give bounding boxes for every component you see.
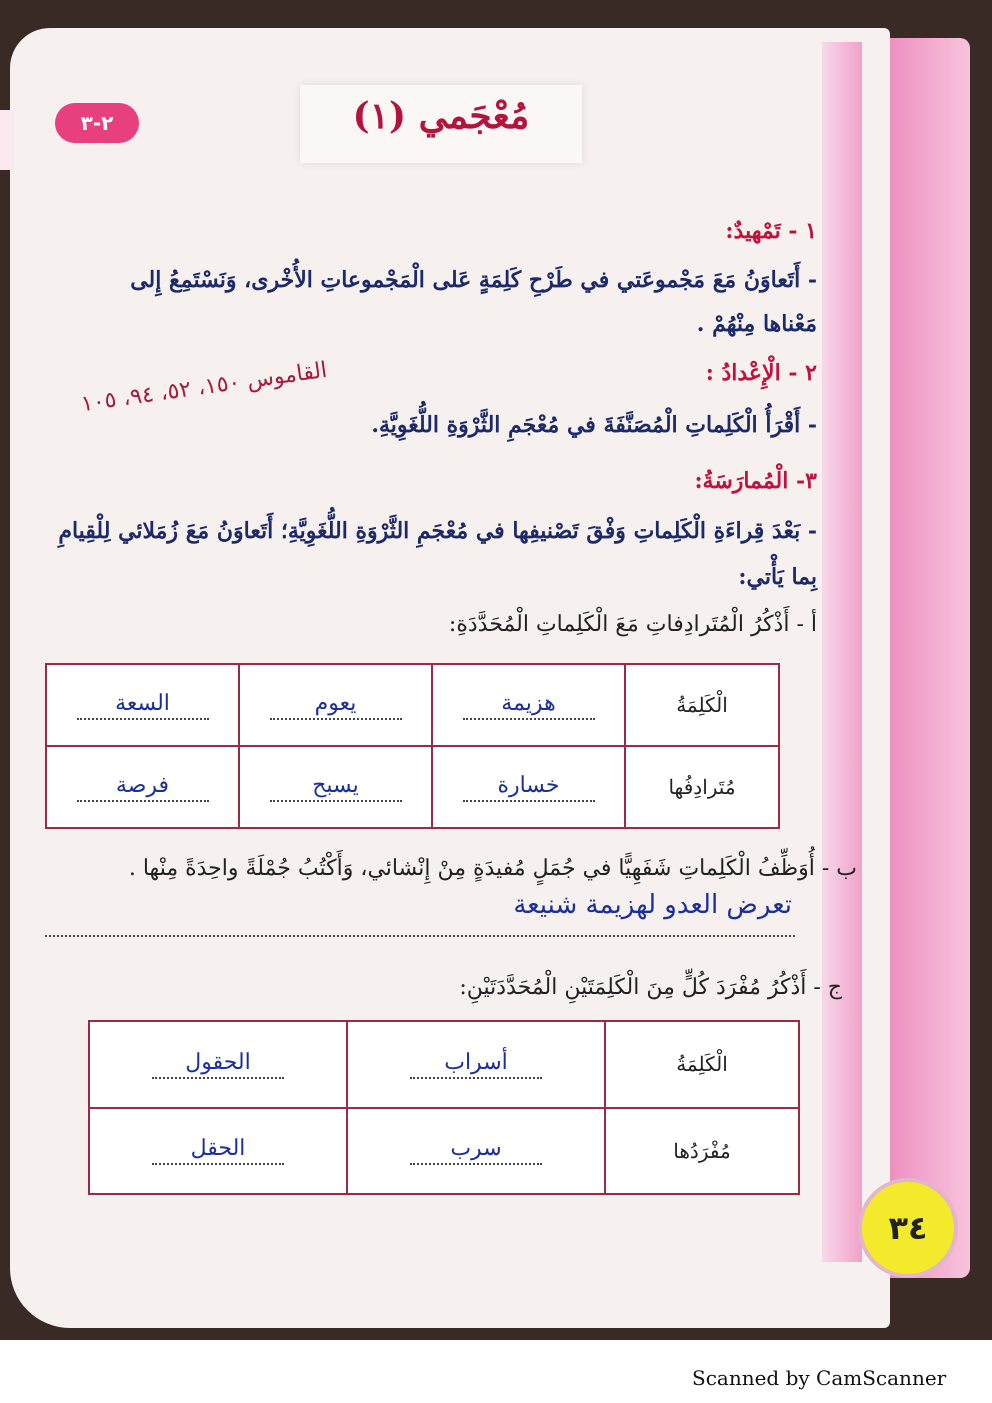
section-3-text: - بَعْدَ قِراءَةِ الْكَلِماتِ وَفْقَ تَصْنيفِها في مُعْجَمِ الثَّرْوَةِ اللُّغَوِيَّةِ؛ أَتَعاوَنُ مَعَ زُمَلائي لِلْقِيامِ بِما يَأْتي: bbox=[58, 518, 817, 590]
section-1-text: - أَتَعاوَنُ مَعَ مَجْموعَتي في طَرْحِ كَلِمَةٍ عَلى الْمَجْموعاتِ الأُخْرى، وَنَسْتَمِعُ إِلى مَعْناها مِنْهُمْ . bbox=[130, 267, 817, 337]
table1-cell: السعة bbox=[77, 691, 209, 720]
table1-cell: يعوم bbox=[270, 691, 402, 720]
section-2-heading: ٢ - الْإِعْدادُ : bbox=[705, 360, 817, 386]
table2-row1-label: الْكَلِمَةُ bbox=[605, 1021, 799, 1108]
table1-cell: هزيمة bbox=[463, 691, 595, 720]
section-2-text: - أَقْرَأُ الْكَلِماتِ الْمُصَنَّفَةَ في مُعْجَمِ الثَّرْوَةِ اللُّغَوِيَّةِ. bbox=[371, 412, 817, 438]
table2-cell: الحقل bbox=[152, 1136, 284, 1165]
table1-row2-label: مُتَرادِفُها bbox=[625, 746, 779, 828]
part-a-text: أ - أَذْكُرُ الْمُتَرادِفاتِ مَعَ الْكَلِماتِ الْمُحَدَّدَةِ: bbox=[448, 612, 817, 637]
part-c-text: ج - أَذْكُرُ مُفْرَدَ كُلٍّ مِنَ الْكَلِمَتَيْنِ الْمُحَدَّدَتَيْنِ: bbox=[459, 975, 842, 1000]
section-1-heading: ١ - تَمْهيدٌ: bbox=[725, 218, 817, 244]
part-b-answer: تعرض العدو لهزيمة شنيعة bbox=[513, 890, 792, 920]
answer-dotted-line bbox=[45, 935, 795, 937]
table1-cell: يسبح bbox=[270, 773, 402, 802]
page-title: مُعْجَمي (١) bbox=[352, 95, 530, 137]
singular-table bbox=[88, 1020, 800, 1195]
synonyms-table bbox=[45, 663, 780, 829]
table1-cell: خسارة bbox=[463, 773, 595, 802]
part-b-text: ب - أُوَظِّفُ الْكَلِماتِ شَفَهِيًّا في جُمَلٍ مُفيدَةٍ مِنْ إِنْشائي، وَأَكْتُبُ جُمْلَةً واحِدَةً مِنْها . bbox=[128, 856, 857, 881]
table2-cell: أسراب bbox=[410, 1050, 542, 1079]
table1-cell: فرصة bbox=[77, 773, 209, 802]
page-inner-edge bbox=[822, 42, 862, 1262]
handwritten-note: القاموس ١٥٠، ٥٢، ٩٤، ١٠٥ bbox=[79, 357, 329, 418]
lesson-badge: ٢-٣ bbox=[55, 103, 139, 143]
left-page-edge bbox=[0, 110, 14, 170]
table2-cell: الحقول bbox=[152, 1050, 284, 1079]
table2-cell: سرب bbox=[410, 1136, 542, 1165]
page-number-badge: ٣٤ bbox=[858, 1178, 958, 1278]
table2-row2-label: مُفْرَدُها bbox=[605, 1108, 799, 1195]
section-3-heading: ٣- الْمُمارَسَةُ: bbox=[694, 468, 817, 494]
scanner-footer: Scanned by CamScanner bbox=[692, 1366, 947, 1390]
table1-row1-label: الْكَلِمَةُ bbox=[625, 664, 779, 746]
